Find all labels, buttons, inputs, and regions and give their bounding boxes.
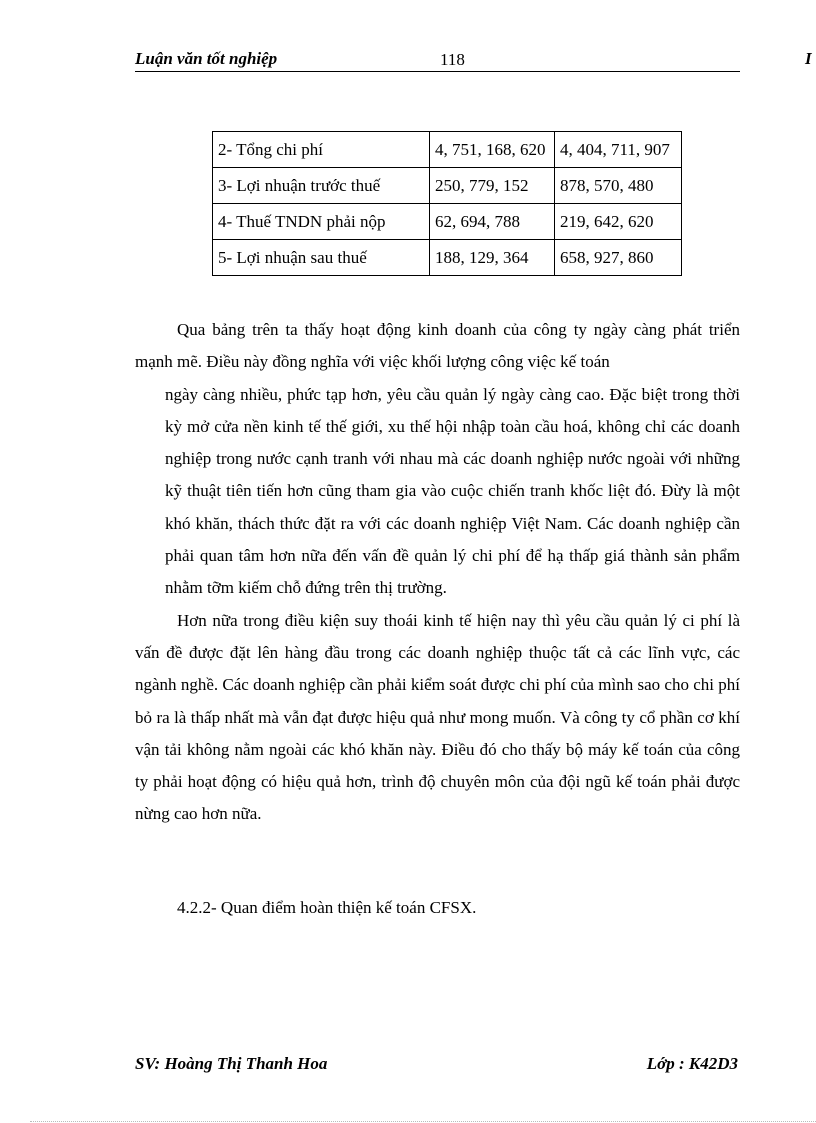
table-cell-label: 4- Thuế TNDN phải nộp xyxy=(213,204,430,240)
table-cell-value: 188, 129, 364 xyxy=(430,240,555,276)
page-bottom-divider xyxy=(30,1121,816,1122)
section-heading: 4.2.2- Quan điểm hoàn thiện kế toán CFSX. xyxy=(177,898,477,917)
table-row xyxy=(213,240,682,276)
table-row xyxy=(213,204,682,240)
body-text xyxy=(135,314,740,831)
table-row xyxy=(213,168,682,204)
table-cell-value: 62, 694, 788 xyxy=(430,204,555,240)
table-cell-value: 4, 404, 711, 907 xyxy=(555,132,682,168)
table-cell-label: 3- Lợi nhuận trước thuế xyxy=(213,168,430,204)
page-header xyxy=(135,49,740,72)
table-cell-label: 2- Tổng chi phí xyxy=(213,132,430,168)
paragraph-1-part-1: Qua bảng trên ta thấy hoạt động kinh doanh của công ty ngày càng phát triển mạnh mẽ. Điều này đồng nghĩa với việc khối lượng công việc kế toán xyxy=(135,320,740,372)
table-cell-value: 878, 570, 480 xyxy=(555,168,682,204)
paragraph-1-part-2: ngày càng nhiều, phức tạp hơn, yêu cầu quản lý ngày càng cao. Đặc biệt trong thời kỳ mở cửa nền kinh tế thế giới, xu thế hội nhập toàn cầu hoá, không chỉ các doanh nghiệp trong nước cạnh tranh với nhau mà các doanh nghiệp nước ngoài với những kỹ thuật tiên tiến hơn cũng tham gia vào cuộc chiến tranh khốc liệt đó. Đừy là một khó khăn, thách thức đặt ra với các doanh nghiệp Việt Nam. Các doanh nghiệp cần phải quan tâm hơn nữa đến vấn đề quản lý chi phí để hạ thấp giá thành sản phẩm nhằm tỡm kiếm chỗ đứng trên thị trường. xyxy=(165,384,740,598)
header-clipped-text: I xyxy=(805,49,812,68)
footer-class: Lớp : K42D3 xyxy=(646,1054,738,1073)
table-cell-value: 658, 927, 860 xyxy=(555,240,682,276)
financial-table xyxy=(212,131,682,276)
footer-student-name: SV: Hoàng Thị Thanh Hoa xyxy=(135,1054,328,1073)
thesis-title: Luận văn tốt nghiệp xyxy=(135,49,278,68)
paragraph-2: Hơn nữa trong điều kiện suy thoái kinh tế hiện nay thì yêu cầu quản lý ci phí là vấn đề được đặt lên hàng đầu trong các doanh nghiệp thuộc tất cả các lĩnh vực, các ngành nghề. Các doanh nghiệp cần phải kiểm soát được chi phí của mình sao cho chi phí bỏ ra là thấp nhất mà vẫn đạt được hiệu quả như mong muốn. Và công ty cổ phần cơ khí vận tải không nằm ngoài các khó khăn này. Điều đó cho thấy bộ máy kế toán của công ty phải hoạt động có hiệu quả hơn, trình độ chuyên môn của đội ngũ kế toán phải được nừng cao hơn nữa. xyxy=(135,610,740,824)
table-cell-value: 250, 779, 152 xyxy=(430,168,555,204)
table-cell-label: 5- Lợi nhuận sau thuế xyxy=(213,240,430,276)
table-row xyxy=(213,132,682,168)
table-cell-value: 219, 642, 620 xyxy=(555,204,682,240)
page-number: 118 xyxy=(440,50,465,69)
table-cell-value: 4, 751, 168, 620 xyxy=(430,132,555,168)
